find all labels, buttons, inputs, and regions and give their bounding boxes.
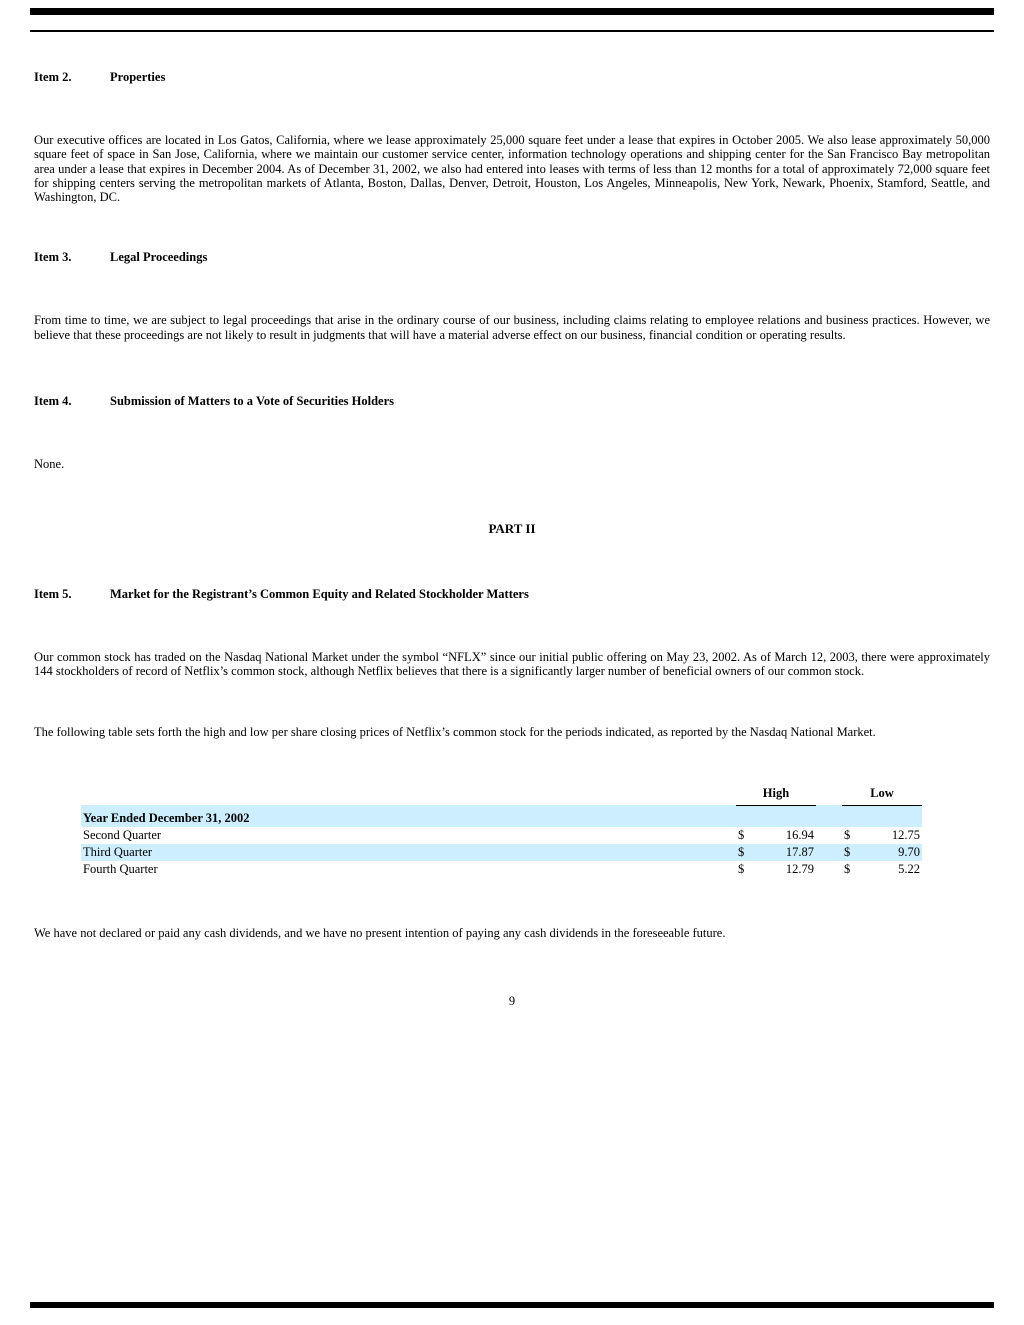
header-spacer [81, 785, 736, 806]
low-value: 12.75 [891, 827, 920, 842]
item2-title: Properties [110, 70, 166, 84]
item2-label: Item 2. [34, 70, 72, 84]
bottom-border-thick [30, 1302, 994, 1308]
high-value: 16.94 [785, 827, 814, 842]
table-row-fourth-quarter [81, 861, 922, 878]
header-gap [816, 785, 842, 806]
column-gap [816, 844, 842, 861]
low-value: 9.70 [898, 844, 920, 859]
col-header-high: High [736, 785, 816, 806]
item3-heading [34, 250, 990, 265]
column-gap [816, 861, 842, 878]
currency-symbol: $ [738, 861, 745, 876]
table-row-second-quarter [81, 827, 922, 844]
item5-label: Item 5. [34, 587, 72, 601]
col-header-low: Low [842, 785, 922, 806]
row-label: Second Quarter [83, 827, 162, 842]
item3-body: From time to time, we are subject to legal proceedings that arise in the ordinary course of our business, including claims relating to employee relations and business practices. However, we believe that these proceedings are not likely to result in judgments that will have a material adverse effect on our business, financial condition or operating results. [34, 313, 990, 342]
item4-title: Submission of Matters to a Vote of Securities Holders [110, 393, 395, 408]
item3-title: Legal Proceedings [110, 250, 208, 265]
table-row-third-quarter [81, 844, 922, 861]
column-gap [816, 827, 842, 844]
table-group-row [81, 805, 922, 827]
currency-symbol: $ [738, 827, 745, 842]
high-value: 17.87 [785, 844, 814, 859]
page-content [34, 32, 990, 1009]
currency-symbol: $ [844, 861, 851, 876]
part2-heading: PART II [488, 521, 536, 536]
row-label: Third Quarter [83, 844, 153, 859]
top-border-thick [30, 8, 994, 15]
item4-heading [34, 394, 990, 409]
item3-label: Item 3. [34, 250, 72, 265]
table-header-row [81, 785, 922, 806]
stock-price-table [81, 785, 922, 878]
item5-title: Market for the Registrant’s Common Equity and Related Stockholder Matters [110, 587, 529, 601]
dividends-paragraph: We have not declared or paid any cash dividends, and we have no present intention of paying any cash dividends in the foreseeable future. [34, 925, 726, 940]
item2-body: Our executive offices are located in Los Gatos, California, where we lease approximately 25,000 square feet under a lease that expires in October 2005. We also lease approximately 50,000 square feet of space in San Jose, California, where we maintain our customer service center, information technology operations and shipping center for the San Francisco Bay metropolitan area under a lease that expires in December 2004. As of December 31, 2002, we also had entered into leases with terms of less than 12 months for a total of approximately 72,000 square feet for shipping centers serving the metropolitan markets of Atlanta, Boston, Dallas, Denver, Detroit, Houston, Los Angeles, Minneapolis, New York, Newark, Phoenix, Stamford, Seattle, and Washington, DC. [34, 133, 990, 204]
page-number: 9 [508, 994, 516, 1008]
item5-heading [34, 587, 990, 602]
item5-body-1: Our common stock has traded on the Nasdaq National Market under the symbol “NFLX” since our initial public offering on May 23, 2002. As of March 12, 2003, there were approximately 144 stockholders of record of Netflix’s common stock, although Netflix believes that there is a significantly larger number of beneficial owners of our common stock. [34, 650, 990, 679]
currency-symbol: $ [844, 844, 851, 859]
item2-heading [34, 70, 990, 85]
high-value: 12.79 [785, 861, 814, 876]
item5-body-2: The following table sets forth the high and low per share closing prices of Netflix’s common stock for the periods indicated, as reported by the Nasdaq National Market. [34, 724, 876, 739]
row-label: Fourth Quarter [83, 861, 158, 876]
currency-symbol: $ [738, 844, 745, 859]
item4-body: None. [34, 456, 65, 471]
currency-symbol: $ [844, 827, 851, 842]
low-value: 5.22 [898, 861, 920, 876]
item4-label: Item 4. [34, 393, 72, 408]
group-row-label: Year Ended December 31, 2002 [83, 810, 250, 825]
